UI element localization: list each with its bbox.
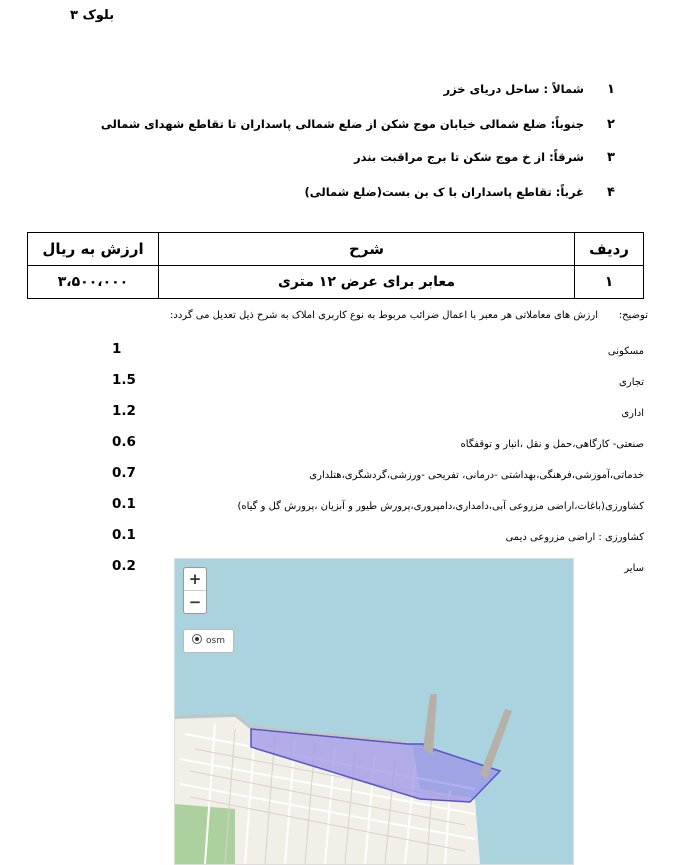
coefficient-value: 0.7 [112,465,136,481]
coefficient-row [0,465,676,496]
coefficient-label: مسکونی [607,346,644,357]
table-row [28,266,644,299]
price-table [27,232,644,299]
coefficient-row [0,403,676,434]
boundary-row-east [86,142,626,172]
coefficient-value: 1.2 [112,403,136,419]
zoom-control [183,567,207,614]
coefficient-row [0,527,676,558]
boundary-number: ۳ [607,149,615,165]
coefficient-label: کشاورزی(باغات،اراضی مزروعی آبی،دامداری،دامپروری،پرورش طیور و آبزیان ،پرورش گل و گیاه) [237,501,644,512]
boundary-number: ۲ [607,116,615,132]
map-canvas[interactable] [175,559,573,864]
note [48,310,648,321]
cell-row-number: ۱ [575,266,644,299]
coefficient-label: سایر [624,563,644,574]
block-title: بلوک ۳ [70,8,115,23]
coefficient-value: 0.6 [112,434,136,450]
coefficient-row [0,372,676,403]
layer-switcher[interactable] [183,629,234,653]
boundary-row-south [86,109,626,139]
boundary-row-west [86,177,626,207]
map-view[interactable] [174,558,574,865]
coefficient-label: صنعتی- کارگاهی،حمل و نقل ،انبار و توقفگاه [460,439,644,450]
coefficient-value: 1.5 [112,372,136,388]
boundary-row-north [86,74,626,104]
coefficient-row [0,434,676,465]
note-label: توضیح: [618,310,648,321]
layer-label: osm [206,636,225,646]
boundary-number: ۴ [607,184,615,200]
header-description: شرح [159,233,575,266]
coefficient-label: اداری [621,408,644,419]
boundary-text: جنوباً: ضلع شمالی خیابان موج شکن از ضلع شمالی پاسداران تا تقاطع شهدای شمالی [100,117,584,131]
header-value: ارزش به ریال [28,233,159,266]
boundary-text: شمالاً : ساحل دریای خزر [443,82,584,96]
price-table-header [28,233,644,266]
coefficient-value: 0.1 [112,527,136,543]
coefficient-label: کشاورزی : اراضی مزروعی دیمی [505,532,644,543]
boundary-number: ۱ [607,81,615,97]
zoom-out-button[interactable]: − [184,590,206,613]
zoom-in-button[interactable]: + [188,570,202,588]
radio-selected-icon[interactable] [192,634,202,644]
coefficient-row [0,496,676,527]
coefficient-value: 0.2 [112,558,136,574]
coefficient-label: تجاری [619,377,644,388]
note-text: ارزش های معاملاتی هر معبر با اعمال ضرائب مربوط به نوع کاربری املاک به شرح ذیل تعدیل می گردد: [170,310,598,321]
coefficient-value: 1 [112,341,122,357]
header-row-number: ردیف [575,233,644,266]
boundary-text: غرباً: تقاطع پاسداران با ک بن بست(ضلع شمالی) [304,185,584,199]
coefficient-label: خدماتی،آموزشی،فرهنگی،بهداشتی -درمانی، تفریحی -ورزشی،گردشگری،هتلداری [309,470,644,481]
cell-value: ۳،۵۰۰،۰۰۰ [28,266,159,299]
coefficient-value: 0.1 [112,496,136,512]
cell-description: معابر برای عرض ۱۲ متری [159,266,575,299]
coefficient-row [0,341,676,372]
boundary-text: شرقاً: از خ موج شکن تا برج مراقبت بندر [353,150,584,164]
